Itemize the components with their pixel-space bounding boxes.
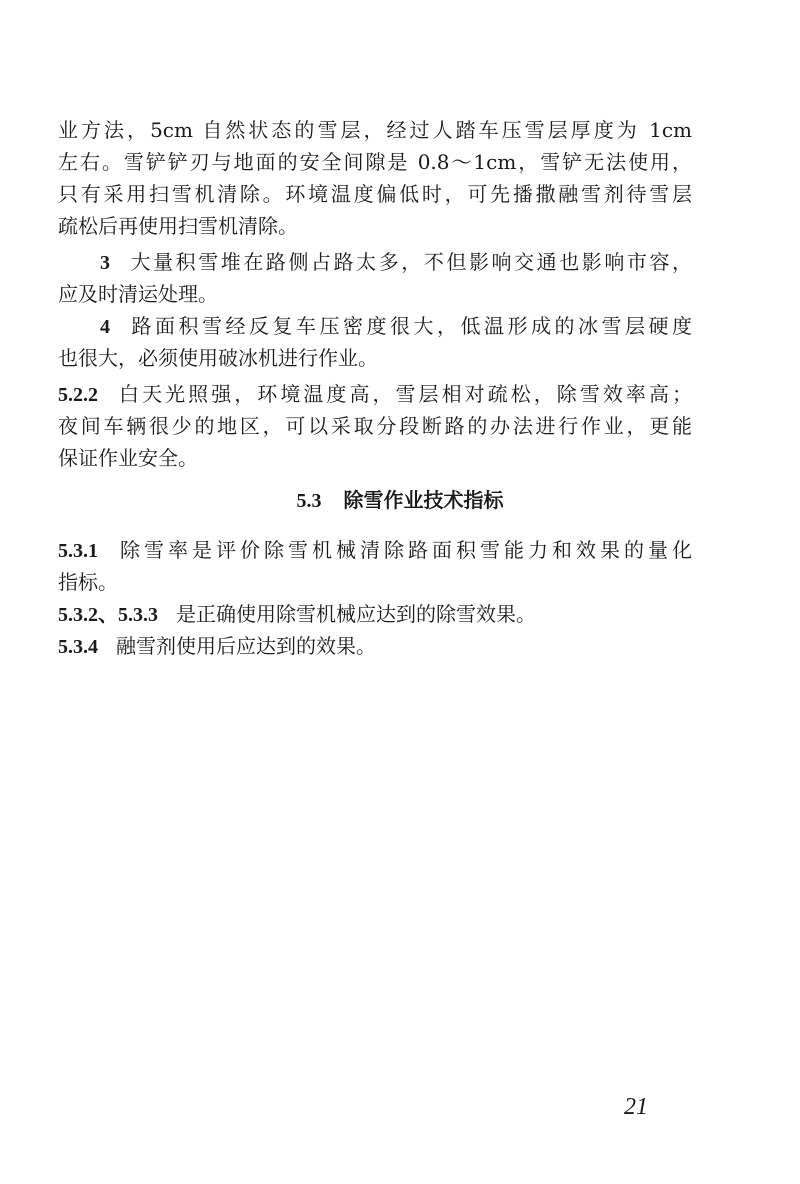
text-line: 保证作业安全。 <box>58 446 198 470</box>
text-line: 是正确使用除雪机械应达到的除雪效果。 <box>176 602 536 626</box>
text-line: 业方法，5cm 自然状态的雪层，经过人踏车压雪层厚度为 1cm <box>58 118 692 142</box>
text-line: 大量积雪堆在路侧占路太多，不但影响交通也影响市容， <box>128 250 692 274</box>
text-line: 应及时清运处理。 <box>58 282 218 306</box>
text-line: 除雪率是评价除雪机械清除路面积雪能力和效果的量化 <box>116 538 692 562</box>
text-line: 疏松后再使用扫雪机清除。 <box>58 214 298 238</box>
section-heading <box>0 484 800 513</box>
item-number: 4 <box>100 316 110 338</box>
page-number: 21 <box>624 1094 648 1120</box>
section-number: 5.3 <box>296 490 322 512</box>
clause-number: 5.2.2 <box>58 384 98 406</box>
text-line: 白天光照强，环境温度高，雪层相对疏松，除雪效率高； <box>116 382 692 406</box>
clause-number: 5.3.4 <box>58 636 98 658</box>
clause-5-2-2 <box>58 380 692 409</box>
item-4 <box>100 312 692 341</box>
text-line: 夜间车辆很少的地区，可以采取分段断路的办法进行作业，更能 <box>58 414 692 438</box>
text-line: 指标。 <box>58 570 118 594</box>
clause-number: 5.3.2、5.3.3 <box>58 604 158 626</box>
clause-number: 5.3.1 <box>58 540 98 562</box>
text-line: 路面积雪经反复车压密度很大，低温形成的冰雪层硬度 <box>128 314 692 338</box>
text-line: 左右。雪铲铲刃与地面的安全间隙是 0.8～1cm，雪铲无法使用， <box>58 150 692 174</box>
text-line: 融雪剂使用后应达到的效果。 <box>116 634 376 658</box>
clause-5-3-1 <box>58 536 692 565</box>
section-title: 除雪作业技术指标 <box>343 488 504 512</box>
clause-5-3-4 <box>58 632 692 661</box>
text-line: 只有采用扫雪机清除。环境温度偏低时，可先播撒融雪剂待雪层 <box>58 182 692 206</box>
clause-5-3-2 <box>58 600 692 629</box>
item-3 <box>100 248 692 277</box>
item-number: 3 <box>100 252 110 274</box>
text-line: 也很大，必须使用破冰机进行作业。 <box>58 346 378 370</box>
